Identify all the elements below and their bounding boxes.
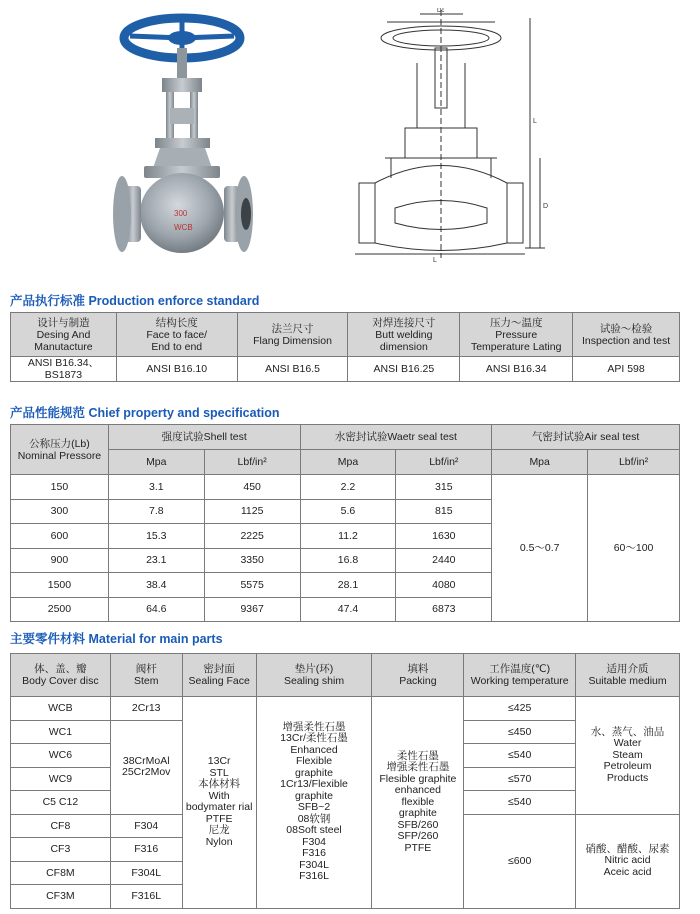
temperature-cell: ≤425 xyxy=(464,697,576,721)
header-body: 体、盖、瓣 Body Cover disc xyxy=(11,654,111,697)
table-row xyxy=(11,475,680,500)
svg-text:300: 300 xyxy=(174,209,188,218)
value-cell: 28.1 xyxy=(300,573,396,598)
header-air-seal-test: 气密封试验Air seal test xyxy=(492,425,680,450)
temperature-cell: ≤540 xyxy=(464,744,576,768)
valve-photo xyxy=(100,8,270,266)
body-cell: CF8M xyxy=(11,861,111,885)
value-cell: 3.1 xyxy=(108,475,204,500)
packing-cell: 柔性石墨 增强柔性石墨 Flesible graphite enhanced flexible graphite SFB/260 SFP/260 PTFE xyxy=(372,697,464,909)
temperature-cell: ≤570 xyxy=(464,767,576,791)
pressure-cell: 900 xyxy=(11,548,109,573)
stem-cell: F316 xyxy=(110,838,182,862)
value-cell: 15.3 xyxy=(108,524,204,549)
header-face-to-face: 结构长度 Face to face/ End to end xyxy=(116,313,237,357)
value-cell: 23.1 xyxy=(108,548,204,573)
temperature-cell: ≤600 xyxy=(464,814,576,908)
medium-cell: 硝酸、醋酸、尿素 Nitric acid Aceic acid xyxy=(576,814,680,908)
header-butt-welding: 对焊连接尺寸 Butt welding dimension xyxy=(348,313,460,357)
stem-cell: F316L xyxy=(110,885,182,909)
sealing-shim-cell: 增强柔性石墨 13Cr/柔性石墨 Enhanced Flexible graphite 1Cr13/Flexible graphite SFB~2 08软钢 08Soft steel F304 F316 F304L F316L xyxy=(256,697,372,909)
medium-cell: 水、蒸气、油品 Water Steam Petroleum Products xyxy=(576,697,680,815)
standard-value: API 598 xyxy=(573,357,680,382)
air-mpa-cell: 0.5～0.7 xyxy=(492,475,588,622)
header-stem: 阀杆 Stem xyxy=(110,654,182,697)
value-cell: 2225 xyxy=(204,524,300,549)
standard-value: ANSI B16.34 xyxy=(460,357,573,382)
value-cell: 9367 xyxy=(204,597,300,622)
valve-section-drawing xyxy=(345,8,560,266)
section-title-materials: 主要零件材料 Material for main parts xyxy=(10,632,223,646)
unit-lbf: Lbf/in² xyxy=(204,450,300,475)
sealing-face-cell: 13Cr STL 本体材料 With bodymater rial PTFE 尼龙 Nylon xyxy=(182,697,256,909)
header-nominal-pressure: 公称压力(Lb) Nominal Pressore xyxy=(11,425,109,475)
value-cell: 450 xyxy=(204,475,300,500)
header-pressure-temp: 压力～温度 Pressure Temperature Lating xyxy=(460,313,573,357)
body-cell: WC6 xyxy=(11,744,111,768)
materials-table xyxy=(10,653,680,909)
production-standard-table xyxy=(10,312,680,382)
header-design: 设计与制造 Desing And Manutacture xyxy=(11,313,117,357)
body-cell: WC9 xyxy=(11,767,111,791)
value-cell: 1630 xyxy=(396,524,492,549)
value-cell: 47.4 xyxy=(300,597,396,622)
unit-mpa: Mpa xyxy=(108,450,204,475)
value-cell: 11.2 xyxy=(300,524,396,549)
value-cell: 16.8 xyxy=(300,548,396,573)
header-working-temperature: 工作温度(℃) Working temperature xyxy=(464,654,576,697)
header-water-seal-test: 水密封试验Waetr seal test xyxy=(300,425,492,450)
svg-text:L: L xyxy=(533,118,537,125)
section-title-chief-property: 产品性能规范 Chief property and specification xyxy=(10,406,280,420)
value-cell: 315 xyxy=(396,475,492,500)
body-cell: C5 C12 xyxy=(11,791,111,815)
section-title-production-standard: 产品执行标准 Production enforce standard xyxy=(10,294,260,308)
value-cell: 6873 xyxy=(396,597,492,622)
pressure-cell: 150 xyxy=(11,475,109,500)
value-cell: 5.6 xyxy=(300,499,396,524)
value-cell: 2440 xyxy=(396,548,492,573)
pressure-cell: 600 xyxy=(11,524,109,549)
value-cell: 5575 xyxy=(204,573,300,598)
header-packing: 填料 Packing xyxy=(372,654,464,697)
header-suitable-medium: 适用介质 Suitable medium xyxy=(576,654,680,697)
value-cell: 38.4 xyxy=(108,573,204,598)
standard-value: ANSI B16.10 xyxy=(116,357,237,382)
body-cell: WC1 xyxy=(11,720,111,744)
pressure-cell: 300 xyxy=(11,499,109,524)
header-sealing-face: 密封面 Sealing Face xyxy=(182,654,256,697)
header-flange: 法兰尺寸 Flang Dimension xyxy=(237,313,348,357)
value-cell: 4080 xyxy=(396,573,492,598)
stem-cell: 2Cr13 xyxy=(110,697,182,721)
value-cell: 7.8 xyxy=(108,499,204,524)
temperature-cell: ≤540 xyxy=(464,791,576,815)
svg-text:L: L xyxy=(433,257,437,264)
table-row xyxy=(11,697,680,721)
body-cell: CF3 xyxy=(11,838,111,862)
value-cell: 815 xyxy=(396,499,492,524)
body-cell: WCB xyxy=(11,697,111,721)
stem-cell: 38CrMoAl 25Cr2Mov xyxy=(110,720,182,814)
unit-lbf: Lbf/in² xyxy=(588,450,680,475)
svg-text:Dc: Dc xyxy=(437,8,445,14)
unit-lbf: Lbf/in² xyxy=(396,450,492,475)
standard-value: ANSI B16.5 xyxy=(237,357,348,382)
value-cell: 64.6 xyxy=(108,597,204,622)
header-sealing-shim: 垫片(环) Sealing shim xyxy=(256,654,372,697)
svg-text:D: D xyxy=(543,203,549,210)
stem-cell: F304L xyxy=(110,861,182,885)
header-inspection: 试验～检验 Inspection and test xyxy=(573,313,680,357)
value-cell: 3350 xyxy=(204,548,300,573)
body-cell: CF8 xyxy=(11,814,111,838)
header-shell-test: 强度试验Shell test xyxy=(108,425,300,450)
standard-value: ANSI B16.25 xyxy=(348,357,460,382)
svg-text:WCB: WCB xyxy=(174,223,193,232)
value-cell: 1125 xyxy=(204,499,300,524)
unit-mpa: Mpa xyxy=(300,450,396,475)
temperature-cell: ≤450 xyxy=(464,720,576,744)
air-lbf-cell: 60～100 xyxy=(588,475,680,622)
stem-cell: F304 xyxy=(110,814,182,838)
chief-property-table xyxy=(10,424,680,622)
standard-value: ANSI B16.34、BS1873 xyxy=(11,357,117,382)
pressure-cell: 2500 xyxy=(11,597,109,622)
body-cell: CF3M xyxy=(11,885,111,909)
unit-mpa: Mpa xyxy=(492,450,588,475)
value-cell: 2.2 xyxy=(300,475,396,500)
pressure-cell: 1500 xyxy=(11,573,109,598)
